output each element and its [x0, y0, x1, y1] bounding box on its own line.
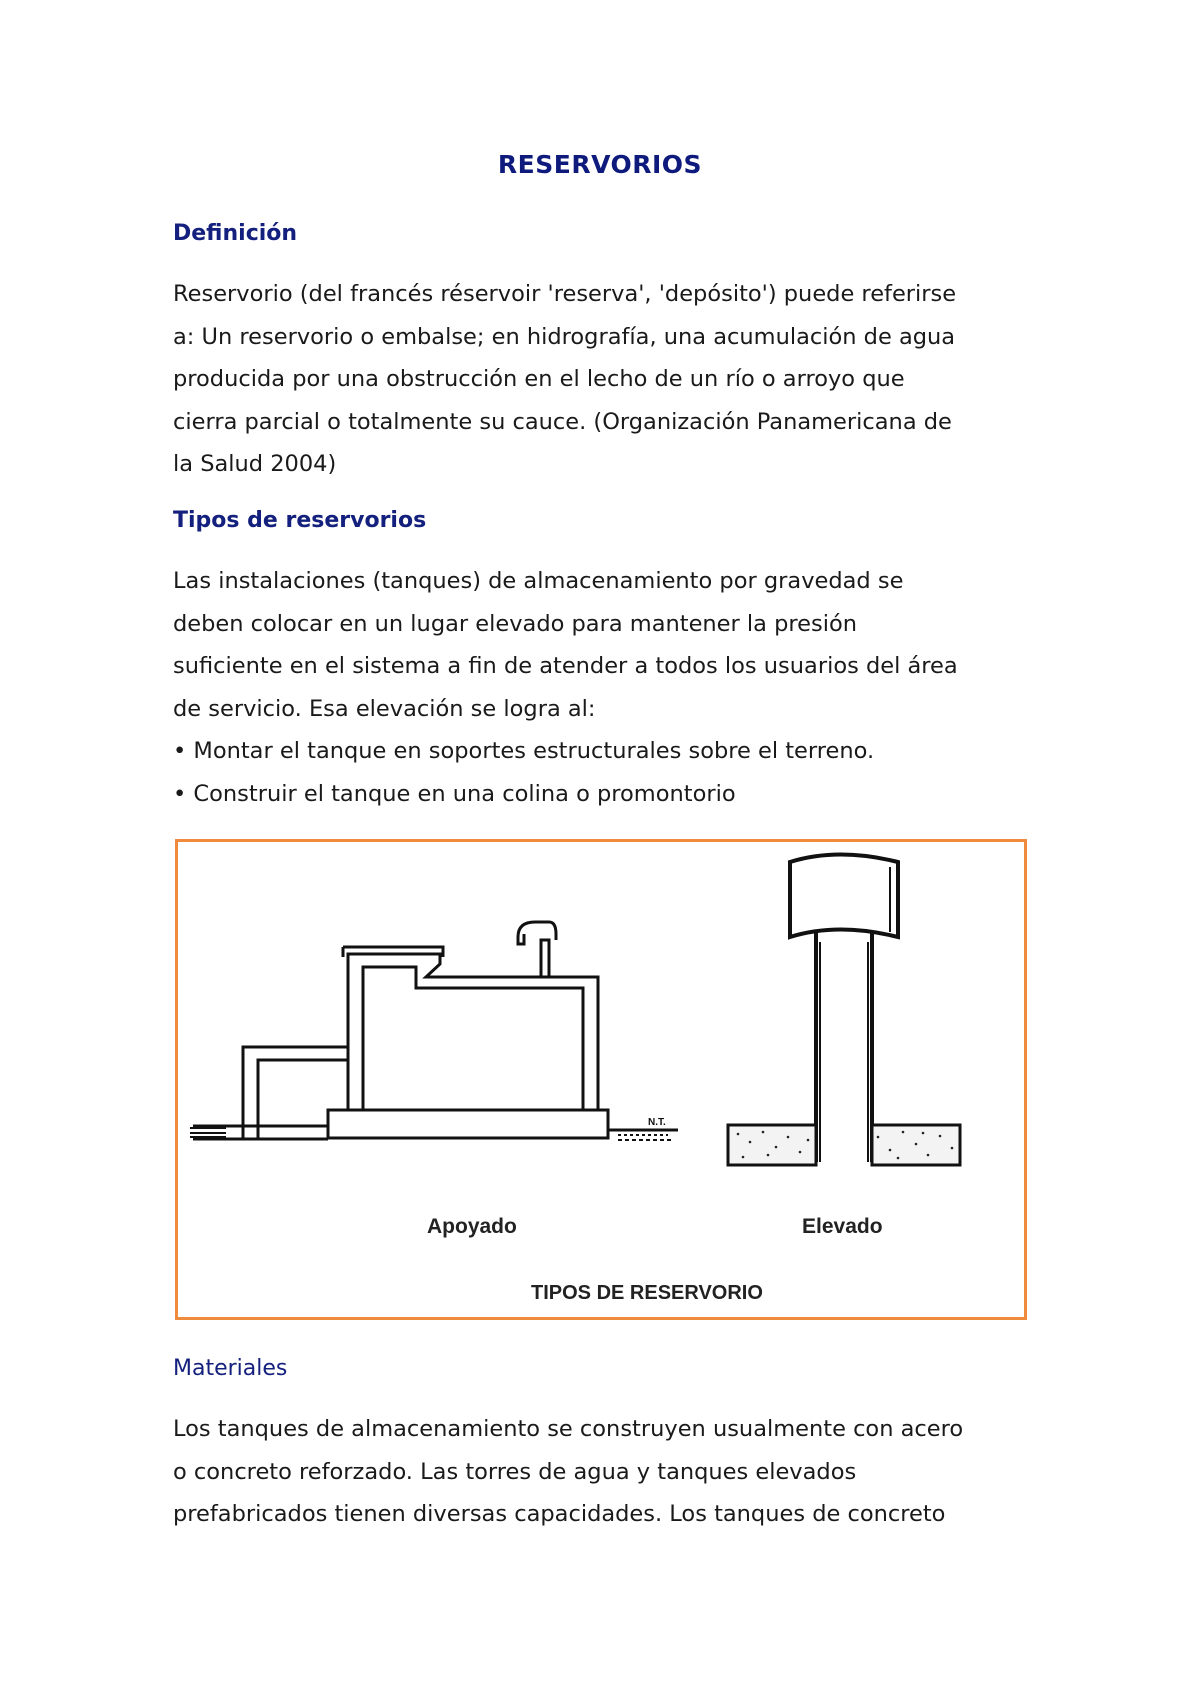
paragraph-line: Reservorio (del francés réservoir 'reserva', 'depósito') puede referirse [173, 281, 957, 307]
label-elevado: Elevado [802, 1215, 883, 1238]
paragraph-definicion [173, 273, 1043, 486]
paragraph-line: la Salud 2004) [173, 451, 337, 477]
bullet-item: • Montar el tanque en soportes estructurales sobre el terreno. [173, 738, 875, 764]
section-heading-tipos: Tipos de reservorios [173, 508, 427, 533]
figure-caption: TIPOS DE RESERVORIO [531, 1282, 763, 1304]
reservoir-types-figure [175, 839, 1027, 1320]
paragraph-materiales [173, 1408, 1043, 1536]
paragraph-line: cierra parcial o totalmente su cauce. (Organización Panamericana de [173, 408, 952, 435]
section-heading-materiales: Materiales [173, 1356, 288, 1381]
paragraph-line: Las instalaciones (tanques) de almacenamiento por gravedad se [173, 568, 904, 594]
document-title: RESERVORIOS [497, 150, 703, 179]
paragraph-line: o concreto reforzado. Las torres de agua y tanques elevados [173, 1458, 857, 1485]
paragraph-line: suficiente en el sistema a fin de atender a todos los usuarios del área [173, 653, 958, 679]
label-apoyado: Apoyado [427, 1215, 517, 1238]
elevated-tank-drawing [790, 855, 898, 1163]
paragraph-line: de servicio. Esa elevación se logra al: [173, 695, 596, 722]
paragraph-line: a: Un reservorio o embalse; en hidrografía, una acumulación de agua [173, 323, 956, 350]
section-heading-definicion: Definición [173, 221, 298, 246]
paragraph-line: prefabricados tienen diversas capacidades. Los tanques de concreto [173, 1501, 946, 1527]
reservoir-diagram [178, 842, 1024, 1317]
elevated-ground-block [728, 1125, 960, 1165]
paragraph-tipos [173, 560, 1043, 815]
paragraph-line: deben colocar en un lugar elevado para mantener la presión [173, 610, 857, 637]
nt-label: N.T. [648, 1117, 666, 1128]
ground-tank-drawing [193, 922, 678, 1139]
paragraph-line: producida por una obstrucción en el lecho de un río o arroyo que [173, 366, 905, 392]
paragraph-line: Los tanques de almacenamiento se construyen usualmente con acero [173, 1416, 964, 1442]
bullet-item: • Construir el tanque en una colina o promontorio [173, 780, 736, 807]
